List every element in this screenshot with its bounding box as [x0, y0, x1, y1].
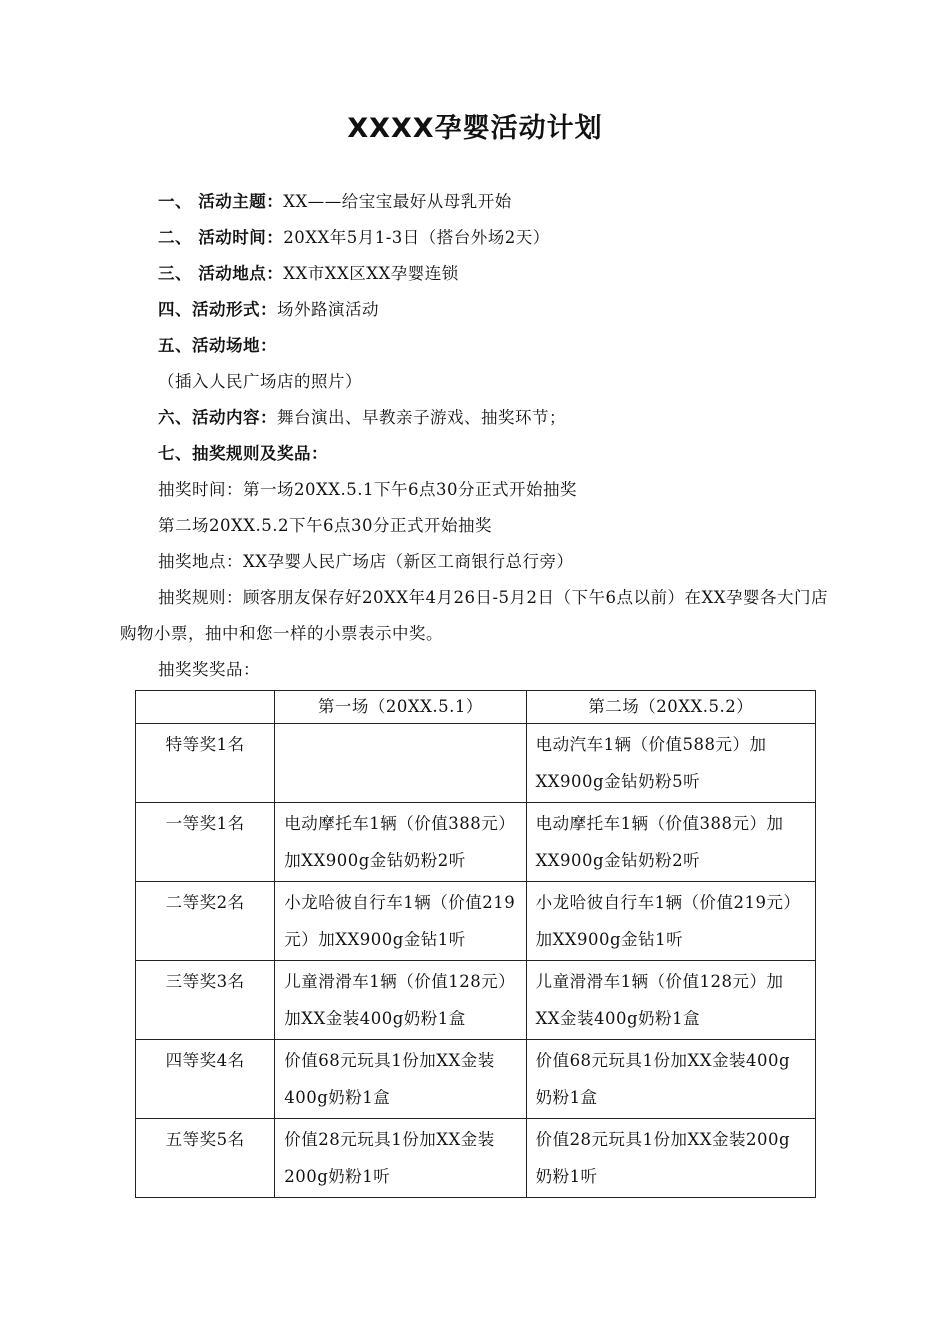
prize-round-1 — [275, 724, 526, 803]
prizes-label: 抽奖奖奖品： — [158, 660, 260, 679]
lottery-place: 抽奖地点：XX孕婴人民广场店（新区工商银行总行旁） — [158, 552, 574, 571]
prize-level: 二等奖2名 — [136, 882, 275, 961]
prize-level: 五等奖5名 — [136, 1119, 275, 1198]
page-title: XXXX孕婴活动计划 — [347, 113, 603, 144]
time-line — [158, 226, 550, 250]
prize-round-2: 小龙哈彼自行车1辆（价值219元）加XX900g金钻1听 — [526, 882, 815, 961]
form-label: 四、活动形式： — [158, 300, 277, 319]
location-label: 三、 活动地点： — [158, 264, 284, 283]
content-line — [158, 406, 566, 430]
table-row — [136, 1040, 816, 1119]
lottery-time-2: 第二场20XX.5.2下午6点30分正式开始抽奖 — [158, 516, 492, 535]
header-cell-blank — [136, 691, 275, 724]
lottery-rules: 抽奖规则：顾客朋友保存好20XX年4月26日-5月2日（下午6点以前）在XX孕婴各大门店购物小票，抽中和您一样的小票表示中奖。 — [120, 588, 829, 643]
prize-round-2: 电动汽车1辆（价值588元）加XX900g金钻奶粉5听 — [526, 724, 815, 803]
venue-label: 五、活动场地： — [158, 336, 277, 355]
table-header-row — [136, 691, 816, 724]
theme-line — [158, 190, 512, 214]
form-line — [158, 298, 379, 322]
rules-heading: 七、抽奖规则及奖品： — [158, 444, 328, 463]
prize-round-2: 电动摩托车1辆（价值388元）加XX900g金钻奶粉2听 — [526, 803, 815, 882]
photo-note: （插入人民广场店的照片） — [158, 372, 362, 391]
prize-round-1: 价值68元玩具1份加XX金装400g奶粉1盒 — [275, 1040, 526, 1119]
venue-line — [158, 334, 277, 358]
prize-level: 特等奖1名 — [136, 724, 275, 803]
prize-table — [135, 690, 816, 1198]
form-value: 场外路演活动 — [277, 300, 379, 319]
content-value: 舞台演出、早教亲子游戏、抽奖环节； — [277, 408, 566, 427]
header-cell-round-1: 第一场（20XX.5.1） — [275, 691, 526, 724]
time-label: 二、 活动时间： — [158, 228, 284, 247]
prize-round-1: 小龙哈彼自行车1辆（价值219元）加XX900g金钻1听 — [275, 882, 526, 961]
location-value: XX市XX区XX孕婴连锁 — [283, 264, 459, 283]
table-row — [136, 882, 816, 961]
prize-level: 一等奖1名 — [136, 803, 275, 882]
table-row — [136, 803, 816, 882]
table-row — [136, 724, 816, 803]
prize-round-2: 价值68元玩具1份加XX金装400g奶粉1盒 — [526, 1040, 815, 1119]
table-row — [136, 1119, 816, 1198]
location-line — [158, 262, 459, 286]
prize-level: 四等奖4名 — [136, 1040, 275, 1119]
prize-level: 三等奖3名 — [136, 961, 275, 1040]
header-cell-round-2: 第二场（20XX.5.2） — [526, 691, 815, 724]
prize-round-2: 儿童滑滑车1辆（价值128元）加XX金装400g奶粉1盒 — [526, 961, 815, 1040]
content-label: 六、活动内容： — [158, 408, 277, 427]
time-value: 20XX年5月1-3日（搭台外场2天） — [283, 228, 550, 247]
table-row — [136, 961, 816, 1040]
lottery-time-1: 抽奖时间：第一场20XX.5.1下午6点30分正式开始抽奖 — [158, 480, 577, 499]
prize-round-1: 儿童滑滑车1辆（价值128元）加XX金装400g奶粉1盒 — [275, 961, 526, 1040]
theme-value: XX——给宝宝最好从母乳开始 — [283, 192, 512, 211]
prize-round-2: 价值28元玩具1份加XX金装200g奶粉1听 — [526, 1119, 815, 1198]
theme-label: 一、 活动主题： — [158, 192, 284, 211]
prize-round-1: 价值28元玩具1份加XX金装200g奶粉1听 — [275, 1119, 526, 1198]
prize-round-1: 电动摩托车1辆（价值388元）加XX900g金钻奶粉2听 — [275, 803, 526, 882]
